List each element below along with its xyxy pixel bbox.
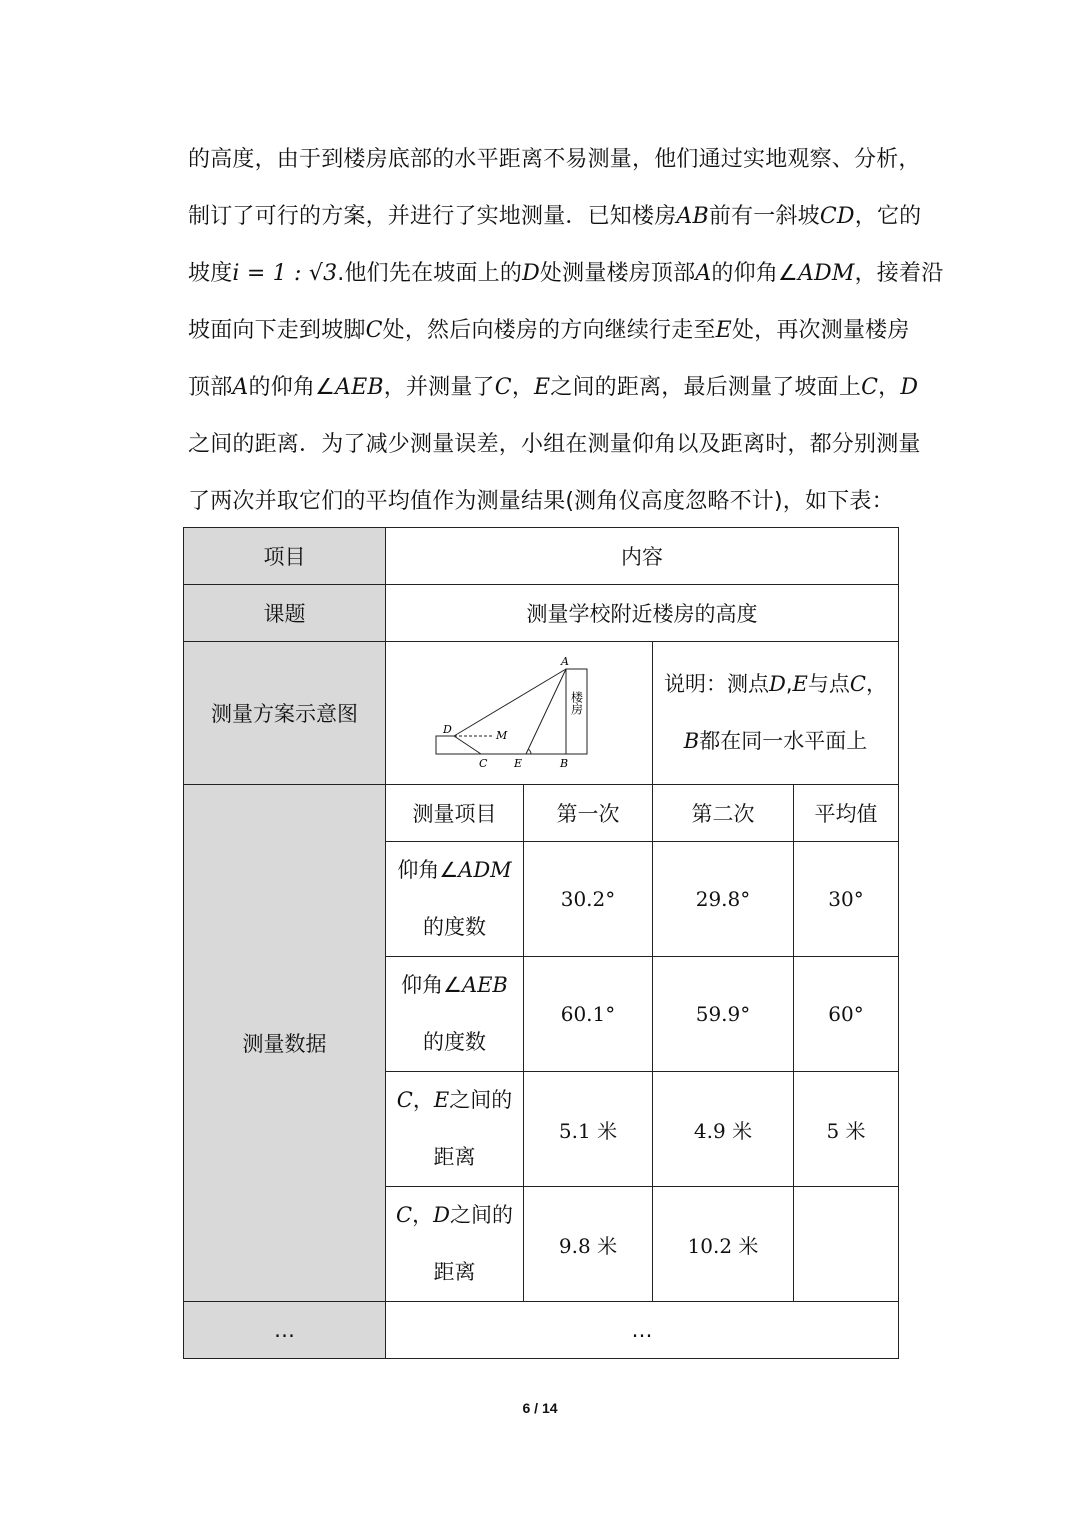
label-m: M <box>496 728 508 742</box>
header-item-cell: 项目 <box>184 528 386 585</box>
text-line: 顶部A的仰角∠AEB，并测量了C，E之间的距离，最后测量了坡面上C，D <box>188 375 919 400</box>
value-cell: 5 米 <box>794 1072 899 1187</box>
label-a: A <box>561 654 569 668</box>
value-cell: 59.9° <box>653 957 794 1072</box>
problem-paragraph <box>188 131 944 530</box>
sight-line-ea <box>526 669 566 754</box>
diagram-label-cell: 测量方案示意图 <box>184 642 386 785</box>
data-label-cell: 测量数据 <box>184 785 386 1302</box>
note-line: 说明：测点D,E与点C， <box>664 672 887 696</box>
value-cell: 4.9 米 <box>653 1072 794 1187</box>
value-cell: 5.1 米 <box>524 1072 653 1187</box>
ellipsis-content-cell: … <box>386 1302 899 1359</box>
col-first-header: 第一次 <box>524 785 653 842</box>
text-line: 坡面向下走到坡脚C处，然后向楼房的方向继续行走至E处，再次测量楼房 <box>188 318 910 343</box>
text-line: 之间的距离．为了减少测量误差，小组在测量仰角以及距离时，都分别测量 <box>188 432 921 457</box>
row-item-cell: 仰角∠AEB 的度数 <box>386 957 524 1072</box>
col-second-header: 第二次 <box>653 785 794 842</box>
text-line: 坡度i = 1 : √3.他们先在坡面上的D处测量楼房顶部A的仰角∠ADM，接着沿 <box>188 261 944 286</box>
topic-value-cell: 测量学校附近楼房的高度 <box>386 585 899 642</box>
table-row <box>184 642 899 785</box>
col-item-header: 测量项目 <box>386 785 524 842</box>
value-cell <box>794 1187 899 1302</box>
col-avg-header: 平均值 <box>794 785 899 842</box>
label-d: D <box>443 722 452 736</box>
ellipsis-label-cell: … <box>184 1302 386 1359</box>
note-line: B都在同一水平面上 <box>683 729 868 753</box>
table-row <box>184 528 899 585</box>
header-content-cell: 内容 <box>386 528 899 585</box>
building-label: 楼房 <box>569 690 584 715</box>
value-cell: 30.2° <box>524 842 653 957</box>
label-c: C <box>479 756 488 770</box>
slope-line <box>454 736 481 754</box>
text-line: 了两次并取它们的平均值作为测量结果(测角仪高度忽略不计)，如下表： <box>188 489 894 514</box>
value-cell: 29.8° <box>653 842 794 957</box>
text-line: 制订了可行的方案，并进行了实地测量．已知楼房AB前有一斜坡CD，它的 <box>188 204 922 229</box>
text-line: 的高度，由于到楼房底部的水平距离不易测量，他们通过实地观察、分析， <box>188 147 921 172</box>
measurement-diagram <box>386 643 653 784</box>
angle-arc-e <box>528 749 531 754</box>
sight-line-da <box>454 669 566 736</box>
page-number: 6 / 14 <box>522 1400 558 1416</box>
label-b: B <box>560 756 569 770</box>
row-item-cell: C，D之间的 距离 <box>386 1187 524 1302</box>
table-row <box>184 785 899 842</box>
value-cell: 9.8 米 <box>524 1187 653 1302</box>
table-row <box>184 1302 899 1359</box>
topic-label-cell: 课题 <box>184 585 386 642</box>
value-cell: 60.1° <box>524 957 653 1072</box>
table-row <box>184 585 899 642</box>
row-item-cell: 仰角∠ADM 的度数 <box>386 842 524 957</box>
value-cell: 60° <box>794 957 899 1072</box>
label-e: E <box>514 756 523 770</box>
slope-platform <box>436 736 458 754</box>
value-cell: 30° <box>794 842 899 957</box>
measurement-table <box>183 527 899 1359</box>
value-cell: 10.2 米 <box>653 1187 794 1302</box>
diagram-note-cell <box>653 642 899 785</box>
diagram-cell <box>386 642 653 785</box>
row-item-cell: C，E之间的 距离 <box>386 1072 524 1187</box>
